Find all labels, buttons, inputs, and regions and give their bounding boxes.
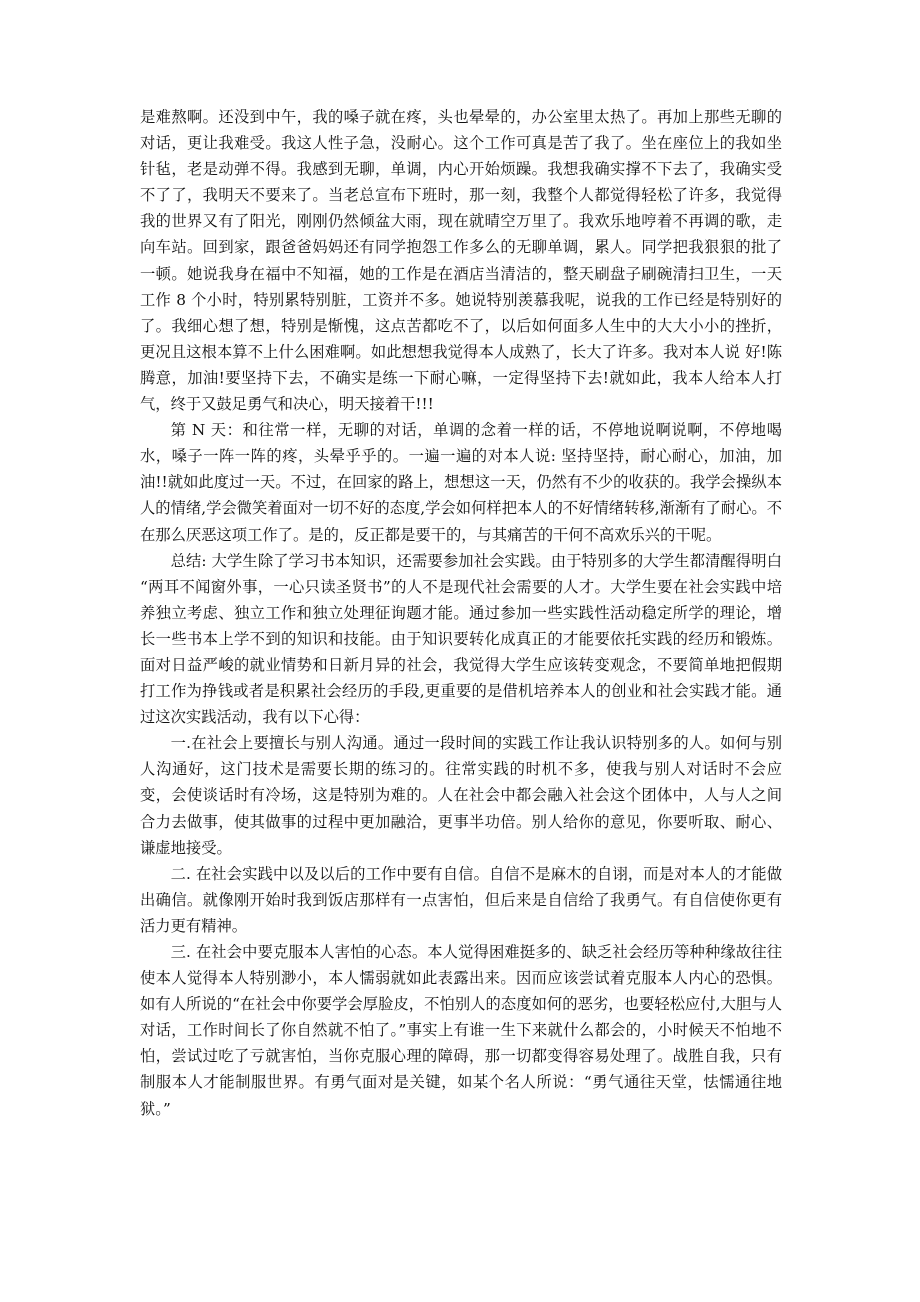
paragraph-3: 总结: 大学生除了学习书本知识，还需要参加社会实践。由于特别多的大学生都清醒得明白 “两耳不闻窗外事，一心只读圣贤书”的人不是现代社会需要的人才。大学生要在社会实践中培养独立考虑、独立工作和独立处理征询题才能。通过参加一些实践性活动稳定所学的理论，增长一些书本上学不到的知识和技能。由于知识要转化成真正的才能要依托实践的经历和锻炼。面对日益严峻的就业情势和日新月异的社会，我觉得大学生应该转变观念，不要简单地把假期打工作为挣钱或者是积累社会经历的手段,更重要的是借机培养本人的创业和社会实践才能。通过这次实践活动，我有以下心得： [140, 551, 782, 727]
document-page [140, 104, 782, 1122]
paragraph-5: 二. 在社会实践中以及以后的工作中要有自信。自信不是麻木的自诩，而是对本人的才能做出确信。就像刚开始时我到饭店那样有一点害怕，但后来是自信给了我勇气。有自信使你更有活力更有精神。 [140, 864, 782, 935]
paragraph-2: 第 N 天：和往常一样，无聊的对话，单调的念着一样的话，不停地说啊说啊，不停地喝水，嗓子一阵一阵的疼，头晕乎乎的。一遍一遍的对本人说: 坚持坚持，耐心耐心，加油，加油!!就如此度过一天。不过，在回家的路上，想想这一天，仍然有不少的收获的。我学会操纵本人的情绪,学会微笑着面对一切不好的态度,学会如何样把本人的不好情绪转移,渐渐有了耐心。不在那么厌恶这项工作了。是的，反正都是要干的，与其痛苦的干何不高欢乐兴的干呢。 [140, 421, 782, 544]
paragraph-4: 一.在社会上要擅长与别人沟通。通过一段时间的实践工作让我认识特别多的人。如何与别人沟通好，这门技术是需要长期的练习的。往常实践的时机不多，使我与别人对话时不会应变，会使谈话时有冷场，这是特别为难的。人在社会中都会融入社会这个团体中，人与人之间合力去做事，使其做事的过程中更加融洽，更事半功倍。别人给你的意见，你要听取、耐心、谦虚地接受。 [140, 734, 782, 857]
paragraph-6: 三. 在社会中要克服本人害怕的心态。本人觉得困难挺多的、缺乏社会经历等种种缘故往往使本人觉得本人特别渺小，本人懦弱就如此表露出来。因而应该尝试着克服本人内心的恐惧。如有人所说的“在社会中你要学会厚脸皮，不怕别人的态度如何的恶劣，也要轻松应付,大胆与人对话，工作时间长了你自然就不怕了。”事实上有谁一生下来就什么都会的，小时候天不怕地不怕，尝试过吃了亏就害怕，当你克服心理的障碍，那一切都变得容易处理了。战胜自我，只有制服本人才能制服世界。有勇气面对是关键，如某个名人所说：“勇气通往天堂，怯懦通往地狱。” [140, 943, 782, 1118]
paragraph-1: 是难熬啊。还没到中午，我的嗓子就在疼，头也晕晕的，办公室里太热了。再加上那些无聊的对话，更让我难受。我这人性子急，没耐心。这个工作可真是苦了我了。坐在座位上的我如坐针毡，老是动弹不得。我感到无聊，单调，内心开始烦躁。我想我确实撑不下去了，我确实受不了了，我明天不要来了。当老总宣布下班时，那一刻，我整个人都觉得轻松了许多，我觉得我的世界又有了阳光，刚刚仍然倾盆大雨，现在就晴空万里了。我欢乐地哼着不再调的歌，走向车站。回到家，跟爸爸妈妈还有同学抱怨工作多么的无聊单调，累人。同学把我狠狠的批了一顿。她说我身在福中不知福，她的工作是在酒店当清洁的，整天刷盘子刷碗清扫卫生，一天工作 8 个小时，特别累特别脏，工资并不多。她说特别羡慕我呢，说我的工作已经是特别好的了。我细心想了想，特别是惭愧，这点苦都吃不了，以后如何面多人生中的大大小小的挫折，更况且这根本算不上什么困难啊。如此想想我觉得本人成熟了，长大了许多。我对本人说 好!陈腾意，加油!要坚持下去，不确实是练一下耐心嘛，一定得坚持下去!就如此，我本人给本人打气，终于又鼓足勇气和决心，明天接着干!!! [140, 108, 782, 414]
